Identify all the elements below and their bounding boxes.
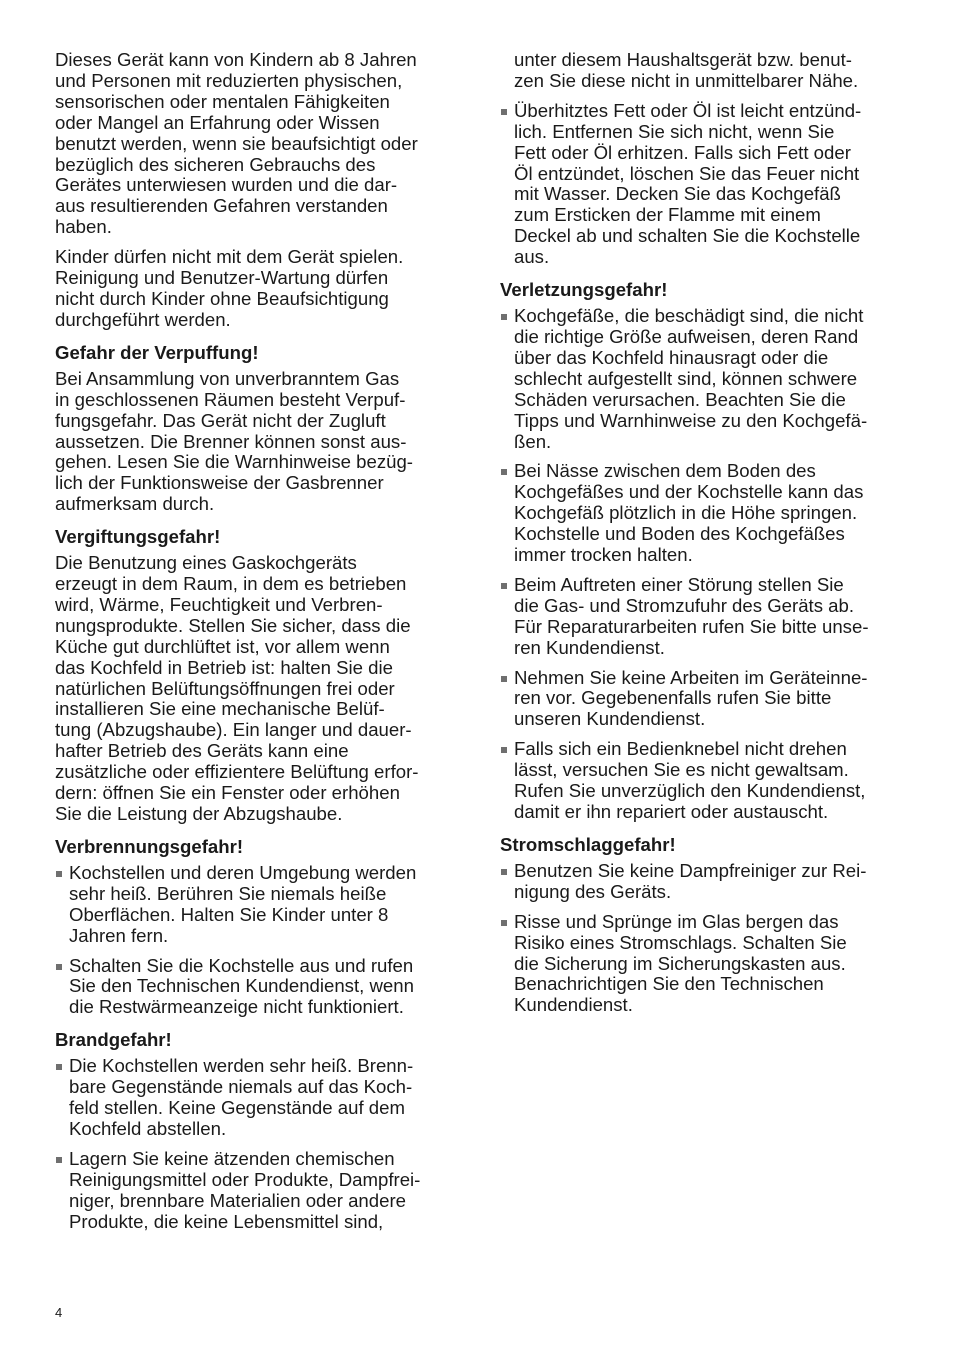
heading-verletzung: Verletzungsgefahr!	[500, 279, 668, 301]
verletzung-list	[500, 306, 920, 823]
vergiftung-paragraph: Die Benutzung eines Gaskochgeräts erzeugt in dem Raum, in dem es betrieben wird, Wärme, Feuchtigkeit und Verbren- nungsprodukte. Stellen Sie sicher, dass die Küche gut durchlüftet ist, vor allem wenn das Kochfeld in Betrieb ist: halten Sie die natürlichen Belüftungsöffnungen frei oder installieren Sie eine mechanische Belüf- tung (Abzugshaube). Ein langer und dauer- hafter Betrieb des Geräts kann eine zusätzliche oder effizientere Belüftung erfor- dern: öffnen Sie ein Fenster oder erhöhen Sie die Leistung der Abzugshaube.	[55, 552, 419, 824]
continuation-text: unter diesem Haushaltsgerät bzw. benut- zen Sie diese nicht in unmittelbarer Nähe.	[514, 49, 859, 91]
page-number: 4	[55, 1305, 63, 1320]
list-item: Beim Auftreten einer Störung stellen Sie die Gas- und Stromzufuhr des Geräts ab. Für Reparaturarbeiten rufen Sie bitte unse- ren Kundendienst.	[500, 575, 920, 659]
children-paragraph: Kinder dürfen nicht mit dem Gerät spielen. Reinigung und Benutzer-Wartung dürfen nicht durch Kinder ohne Beaufsichtigung durchgeführt werden.	[55, 246, 404, 330]
intro-paragraph: Dieses Gerät kann von Kindern ab 8 Jahren und Personen mit reduzierten physischen, sensorischen oder mentalen Fähigkeiten oder Mangel an Erfahrung oder Wissen benutzt werden, wenn sie beaufsichtigt oder bezüglich des sicheren Gebrauchs des Gerätes unterwiesen wurden und die dar- aus resultierenden Gefahren verstanden haben.	[55, 49, 418, 238]
stromschlag-list	[500, 861, 920, 1016]
list-item: Kochstellen und deren Umgebung werden sehr heiß. Berühren Sie niemals heiße Oberflächen. Halten Sie Kinder unter 8 Jahren fern.	[55, 863, 475, 947]
list-item: Risse und Sprünge im Glas bergen das Risiko eines Stromschlags. Schalten Sie die Sicherung im Sicherungskasten aus. Benachrichtigen Sie den Technischen Kundendienst.	[500, 912, 920, 1017]
heading-vergiftung: Vergiftungsgefahr!	[55, 526, 221, 548]
list-item: Bei Nässe zwischen dem Boden des Kochgefäßes und der Kochstelle kann das Kochgefäß plötzlich in die Höhe springen. Kochstelle und Boden des Kochgefäßes immer trocken halten.	[500, 461, 920, 566]
list-item: Überhitztes Fett oder Öl ist leicht entzünd- lich. Entfernen Sie sich nicht, wenn Sie Fett oder Öl erhitzen. Falls sich Fett oder Öl entzündet, löschen Sie das Feuer nicht mit Wasser. Decken Sie das Kochgefäß zum Ersticken der Flamme mit einem Deckel ab und schalten Sie die Kochstelle aus.	[500, 101, 920, 268]
right-column	[500, 50, 920, 1025]
brand-list-continued	[500, 101, 920, 268]
heading-verbrennung: Verbrennungsgefahr!	[55, 835, 244, 857]
list-item: Lagern Sie keine ätzenden chemischen Reinigungsmittel oder Produkte, Dampfrei- niger, brennbare Materialien oder andere Produkte, die keine Lebensmittel sind,	[55, 1149, 475, 1233]
heading-brand: Brandgefahr!	[55, 1029, 172, 1051]
heading-verpuffung: Gefahr der Verpuffung!	[55, 341, 259, 363]
list-item: Benutzen Sie keine Dampfreiniger zur Rei- nigung des Geräts.	[500, 861, 920, 903]
list-item: Nehmen Sie keine Arbeiten im Geräteinne- ren vor. Gegebenenfalls rufen Sie bitte unseren Kundendienst.	[500, 668, 920, 731]
verbrennung-list	[55, 863, 475, 1018]
left-column	[55, 50, 475, 1242]
list-item: Schalten Sie die Kochstelle aus und rufen Sie den Technischen Kundendienst, wenn die Restwärmeanzeige nicht funktioniert.	[55, 956, 475, 1019]
list-item: Falls sich ein Bedienknebel nicht drehen lässt, versuchen Sie es nicht gewaltsam. Rufen Sie unverzüglich den Kundendienst, damit er ihn repariert oder austauscht.	[500, 739, 920, 823]
verpuffung-paragraph: Bei Ansammlung von unverbranntem Gas in geschlossenen Räumen besteht Verpuf- fungsgefahr. Das Gerät nicht der Zugluft aussetzen. Die Brenner können sonst aus- gehen. Lesen Sie die Warnhinweise bezüg- lich der Funktionsweise der Gasbrenner aufmerksam durch.	[55, 367, 413, 515]
list-item: Die Kochstellen werden sehr heiß. Brenn- bare Gegenstände niemals auf das Koch- feld stellen. Keine Gegenstände auf dem Kochfeld abstellen.	[55, 1056, 475, 1140]
brand-list	[55, 1056, 475, 1232]
heading-stromschlag: Stromschlaggefahr!	[500, 833, 676, 855]
list-item: Kochgefäße, die beschädigt sind, die nicht die richtige Größe aufweisen, deren Rand über das Kochfeld hinausragt oder die schlecht aufgestellt sind, können schwere Schäden verursachen. Beachten Sie die Tipps und Warnhinweise zu den Kochgefä- ßen.	[500, 306, 920, 452]
